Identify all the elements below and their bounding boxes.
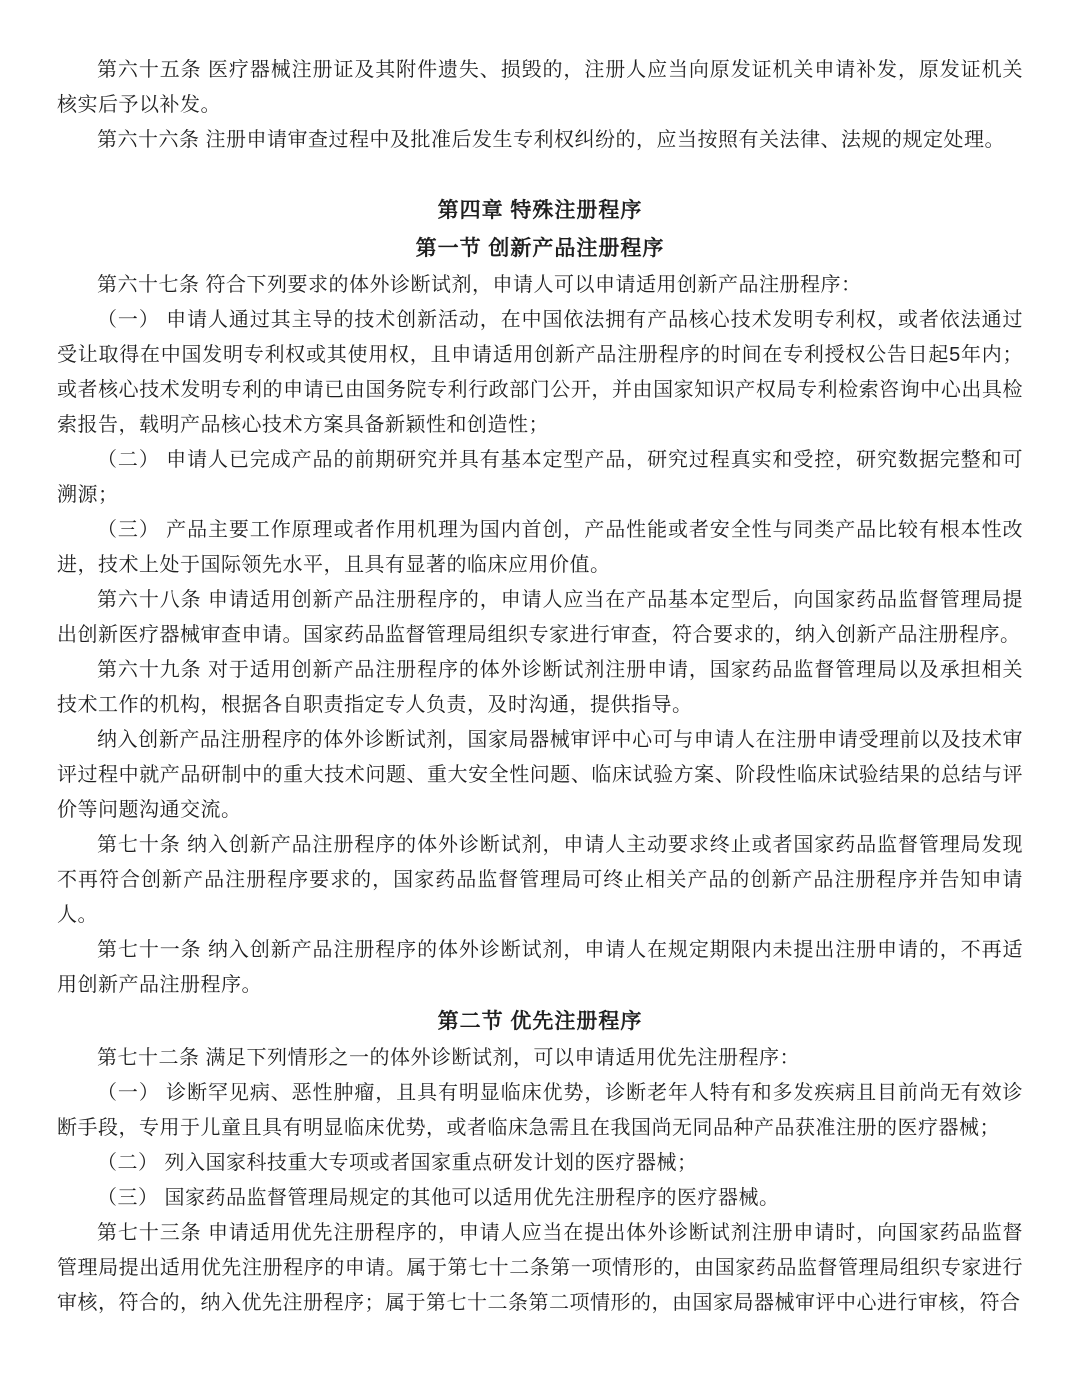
para-article-72-item-1: （一） 诊断罕见病、恶性肿瘤，且具有明显临床优势，诊断老年人特有和多发疾病且目前尚无有效诊断手段，专用于儿童且具有明显临床优势，或者临床急需且在我国尚无同品种产品获准注册的医疗器械； (57, 1082, 1023, 1139)
para-article-70: 第七十条 纳入创新产品注册程序的体外诊断试剂，申请人主动要求终止或者国家药品监督管理局发现不再符合创新产品注册程序要求的，国家药品监督管理局可终止相关产品的创新产品注册程序并告知申请人。 (57, 834, 1023, 926)
para-article-67-item-2: （二） 申请人已完成产品的前期研究并具有基本定型产品，研究过程真实和受控，研究数据完整和可溯源； (57, 449, 1023, 506)
para-article-66: 第六十六条 注册申请审查过程中及批准后发生专利权纠纷的，应当按照有关法律、法规的规定处理。 (97, 129, 1006, 151)
para-article-67-item-1: （一） 申请人通过其主导的技术创新活动，在中国依法拥有产品核心技术发明专利权，或者依法通过受让取得在中国发明专利权或其使用权，且申请适用创新产品注册程序的时间在专利授权公告日起5年内；或者核心技术发明专利的申请已由国务院专利行政部门公开，并由国家知识产权局专利检索咨询中心出具检索报告，载明产品核心技术方案具备新颖性和创造性； (57, 309, 1023, 436)
para-article-67-item-3: （三） 产品主要工作原理或者作用机理为国内首创，产品性能或者安全性与同类产品比较有根本性改进，技术上处于国际领先水平，且具有显著的临床应用价值。 (57, 519, 1023, 576)
para-article-72-item-2: （二） 列入国家科技重大专项或者国家重点研发计划的医疗器械； (97, 1152, 698, 1174)
section-1-heading: 第一节 创新产品注册程序 (415, 237, 665, 260)
para-article-68: 第六十八条 申请适用创新产品注册程序的，申请人应当在产品基本定型后，向国家药品监督管理局提出创新医疗器械审查申请。国家药品监督管理局组织专家进行审查，符合要求的，纳入创新产品注册程序。 (57, 589, 1023, 646)
para-article-65: 第六十五条 医疗器械注册证及其附件遗失、损毁的，注册人应当向原发证机关申请补发，原发证机关核实后予以补发。 (57, 59, 1023, 116)
para-article-72: 第七十二条 满足下列情形之一的体外诊断试剂，可以申请适用优先注册程序： (97, 1047, 801, 1069)
para-article-72-item-3: （三） 国家药品监督管理局规定的其他可以适用优先注册程序的医疗器械。 (97, 1187, 780, 1209)
para-article-69-continuation: 纳入创新产品注册程序的体外诊断试剂，国家局器械审评中心可与申请人在注册申请受理前以及技术审评过程中就产品研制中的重大技术问题、重大安全性问题、临床试验方案、阶段性临床试验结果的总结与评价等问题沟通交流。 (57, 729, 1023, 821)
chapter-4-heading: 第四章 特殊注册程序 (437, 199, 643, 222)
section-2-heading: 第二节 优先注册程序 (437, 1010, 643, 1033)
para-article-67: 第六十七条 符合下列要求的体外诊断试剂，申请人可以申请适用创新产品注册程序： (97, 274, 862, 296)
para-article-69: 第六十九条 对于适用创新产品注册程序的体外诊断试剂注册申请，国家药品监督管理局以及承担相关技术工作的机构，根据各自职责指定专人负责，及时沟通，提供指导。 (57, 659, 1023, 716)
para-article-73: 第七十三条 申请适用优先注册程序的，申请人应当在提出体外诊断试剂注册申请时，向国家药品监督管理局提出适用优先注册程序的申请。属于第七十二条第一项情形的，由国家药品监督管理局组织专家进行审核，符合的，纳入优先注册程序；属于第七十二条第二项情形的，由国家局器械审评中心进行审核，符合 (57, 1222, 1023, 1314)
para-article-71: 第七十一条 纳入创新产品注册程序的体外诊断试剂，申请人在规定期限内未提出注册申请的，不再适用创新产品注册程序。 (57, 939, 1023, 996)
